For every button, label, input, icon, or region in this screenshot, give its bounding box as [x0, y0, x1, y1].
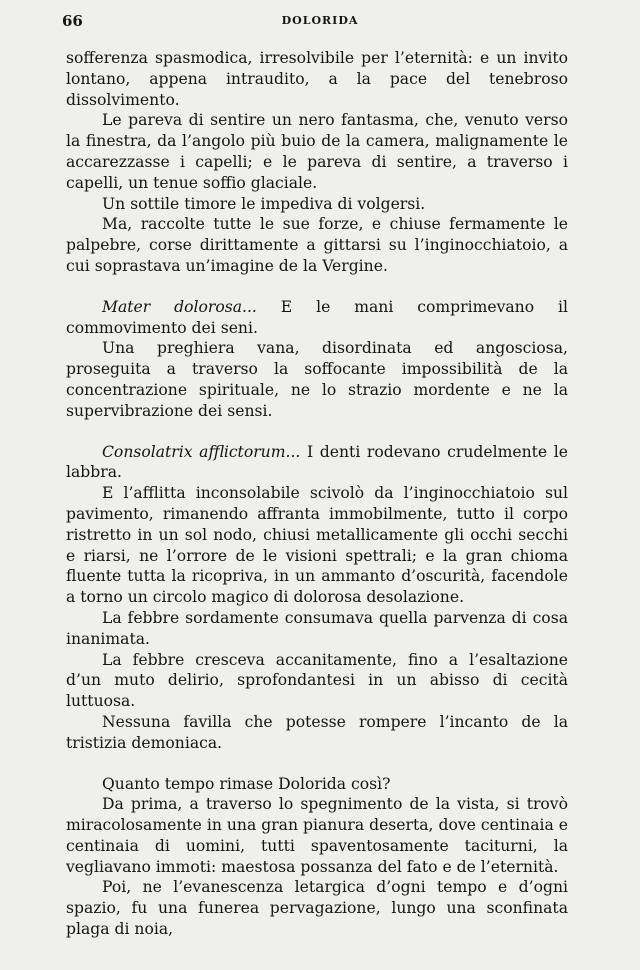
paragraph: Da prima, a traverso lo spegnimento de la vista, si trovò miracolosamente in una gran pianura deserta, dove centinaia e centinaia di uomini, tutti spaventosamente taciturni, la vegliavano immoti: maestosa possanza del fato e de l’eternità. — [66, 795, 568, 876]
paragraph: Una preghiera vana, disordinata ed angosciosa, proseguita a traverso la soffocante impossibilità de la concentrazione spirituale, ne lo strazio mordente e ne la supervibrazione dei sensi. — [66, 339, 568, 420]
paragraph — [66, 442, 568, 484]
paragraph-text: E le mani comprimevano il commovimento dei seni. — [66, 297, 568, 337]
latin-invocation: Mater dolorosa... — [102, 297, 257, 316]
paragraph: La febbre cresceva accanitamente, fino a l’esaltazione d’un muto delirio, sprofondantesi in un abisso di cecità luttuosa. — [66, 650, 568, 711]
paragraph: Quanto tempo rimase Dolorida così? — [102, 774, 391, 793]
paragraph — [66, 297, 568, 339]
running-title: DOLORIDA — [281, 14, 359, 27]
paragraph-text: I denti rodevano crudelmente le labbra. — [66, 442, 568, 482]
page-number: 66 — [62, 12, 83, 30]
paragraph: La febbre sordamente consumava quella parvenza di cosa inanimata. — [66, 608, 568, 648]
paragraph: sofferenza spasmodica, irresolvibile per l’eternità: e un invito lontano, appena intraudito, a la pace del tenebroso dissolvimento. — [66, 49, 568, 109]
paragraph: Le pareva di sentire un nero fantasma, che, venuto verso la finestra, da l’angolo più buio de la camera, malignamente le accarezzasse i capelli; e le pareva di sentire, a traverso i capelli, un tenue soffio glaciale. — [66, 111, 568, 192]
paragraph: E l’afflitta inconsolabile scivolò da l’inginocchiatoio sul pavimento, rimanendo affranta immobilmente, tutto il corpo ristretto in un sol nodo, chiusi metallicamente gli occhi secchi e riarsi, ne l’orrore de le visioni spettrali; e la gran chioma fluente tutta la ricopriva, in un ammanto d’oscurità, facendole a torno un circolo magico di dolorosa desolazione. — [66, 484, 568, 607]
paragraph: Un sottile timore le impediva di volgersi. — [102, 194, 426, 213]
paragraph: Poi, ne l’evanescenza letargica d’ogni tempo e d’ogni spazio, fu una funerea pervagazione, lungo una sconfinata plaga di noia, — [66, 878, 568, 939]
paragraph: Nessuna favilla che potesse rompere l’incanto de la tristizia demoniaca. — [66, 712, 568, 752]
paragraph: Ma, raccolte tutte le sue forze, e chiuse fermamente le palpebre, corse dirittamente a gittarsi su l’inginocchiatoio, a cui soprastava un’imagine de la Vergine. — [66, 215, 568, 275]
body-text — [66, 48, 568, 940]
latin-invocation: Consolatrix afflictorum... — [102, 442, 301, 461]
